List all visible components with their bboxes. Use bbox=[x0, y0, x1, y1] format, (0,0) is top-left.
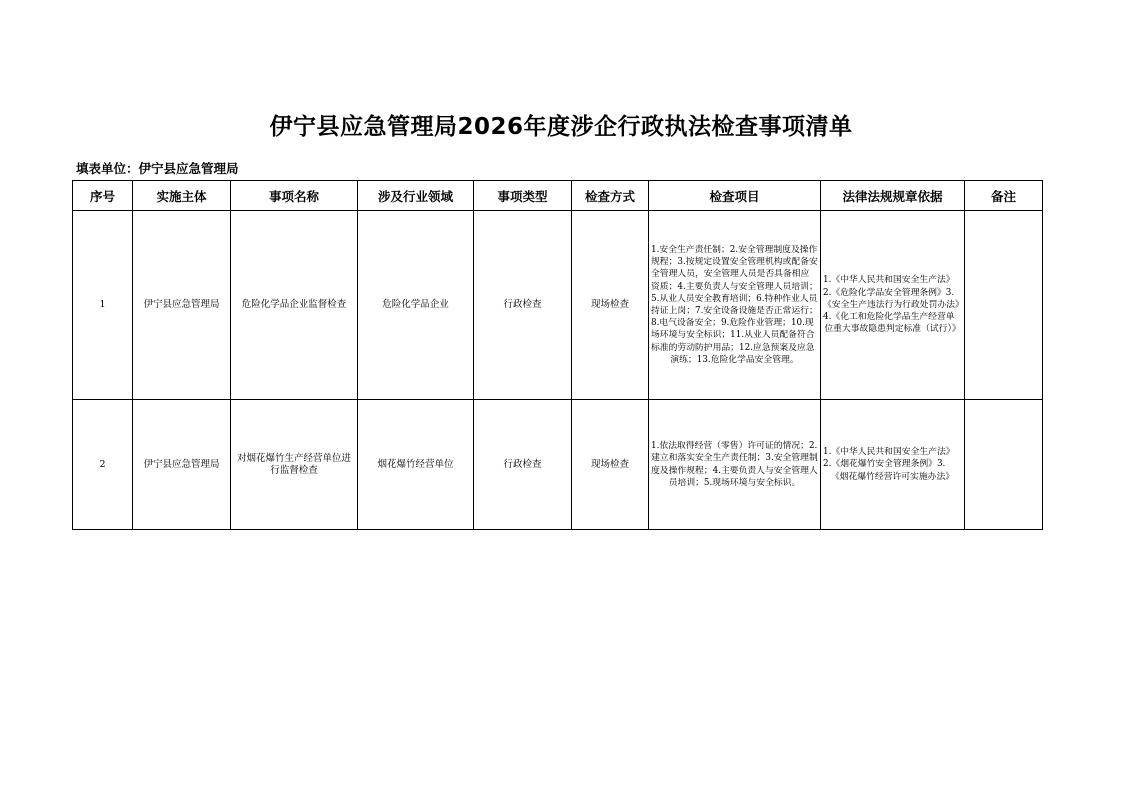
column-header-no: 序号 bbox=[73, 181, 133, 211]
column-header-item: 事项名称 bbox=[231, 181, 358, 211]
cell-no: 1 bbox=[73, 211, 133, 400]
cell-check-items: 1.安全生产责任制；2.安全管理制度及操作规程；3.按规定设置安全管理机构或配备安全管理人员，安全管理人员是否具备相应资质；4.主要负责人与安全管理人员培训；5.从业人员安全教育培训；6.特种作业人员持证上岗；7.安全设备设施是否正常运行；8.电气设备安全；9.危险作业管理；10.现场环境与安全标识；11.从业人员配备符合标准的劳动防护用品；12.应急预案及应急演练；13.危险化学品安全管理。 bbox=[649, 211, 821, 400]
inspection-items-table bbox=[72, 180, 1043, 530]
table-row bbox=[73, 211, 1043, 400]
document-title: 伊宁县应急管理局2026年度涉企行政执法检查事项清单 bbox=[269, 114, 853, 140]
column-header-type: 事项类型 bbox=[474, 181, 572, 211]
cell-type: 行政检查 bbox=[474, 211, 572, 400]
cell-remark bbox=[965, 211, 1043, 400]
cell-remark bbox=[965, 400, 1043, 530]
column-header-method: 检查方式 bbox=[572, 181, 649, 211]
column-header-industry: 涉及行业领域 bbox=[358, 181, 474, 211]
cell-subject: 伊宁县应急管理局 bbox=[133, 400, 231, 530]
column-header-remark: 备注 bbox=[965, 181, 1043, 211]
column-header-basis: 法律法规规章依据 bbox=[821, 181, 965, 211]
cell-industry: 危险化学品企业 bbox=[358, 211, 474, 400]
cell-basis: 1.《中华人民共和国安全生产法》2.《烟花爆竹安全管理条例》3.《烟花爆竹经营许可实施办法》 bbox=[821, 400, 965, 530]
table-header-row bbox=[73, 181, 1043, 211]
cell-subject: 伊宁县应急管理局 bbox=[133, 211, 231, 400]
cell-no: 2 bbox=[73, 400, 133, 530]
cell-item: 危险化学品企业监督检查 bbox=[231, 211, 358, 400]
cell-method: 现场检查 bbox=[572, 211, 649, 400]
column-header-check-items: 检查项目 bbox=[649, 181, 821, 211]
cell-method: 现场检查 bbox=[572, 400, 649, 530]
fill-unit-label: 填表单位：伊宁县应急管理局 bbox=[76, 161, 239, 176]
cell-basis: 1.《中华人民共和国安全生产法》2.《危险化学品安全管理条例》3.《安全生产违法行为行政处罚办法》4.《化工和危险化学品生产经营单位重大事故隐患判定标准（试行）》 bbox=[821, 211, 965, 400]
column-header-subject: 实施主体 bbox=[133, 181, 231, 211]
cell-type: 行政检查 bbox=[474, 400, 572, 530]
cell-check-items: 1.依法取得经营（零售）许可证的情况；2.建立和落实安全生产责任制；3.安全管理制度及操作规程；4.主要负责人与安全管理人员培训；5.现场环境与安全标识。 bbox=[649, 400, 821, 530]
cell-industry: 烟花爆竹经营单位 bbox=[358, 400, 474, 530]
table-row bbox=[73, 400, 1043, 530]
cell-item: 对烟花爆竹生产经营单位进行监督检查 bbox=[231, 400, 358, 530]
